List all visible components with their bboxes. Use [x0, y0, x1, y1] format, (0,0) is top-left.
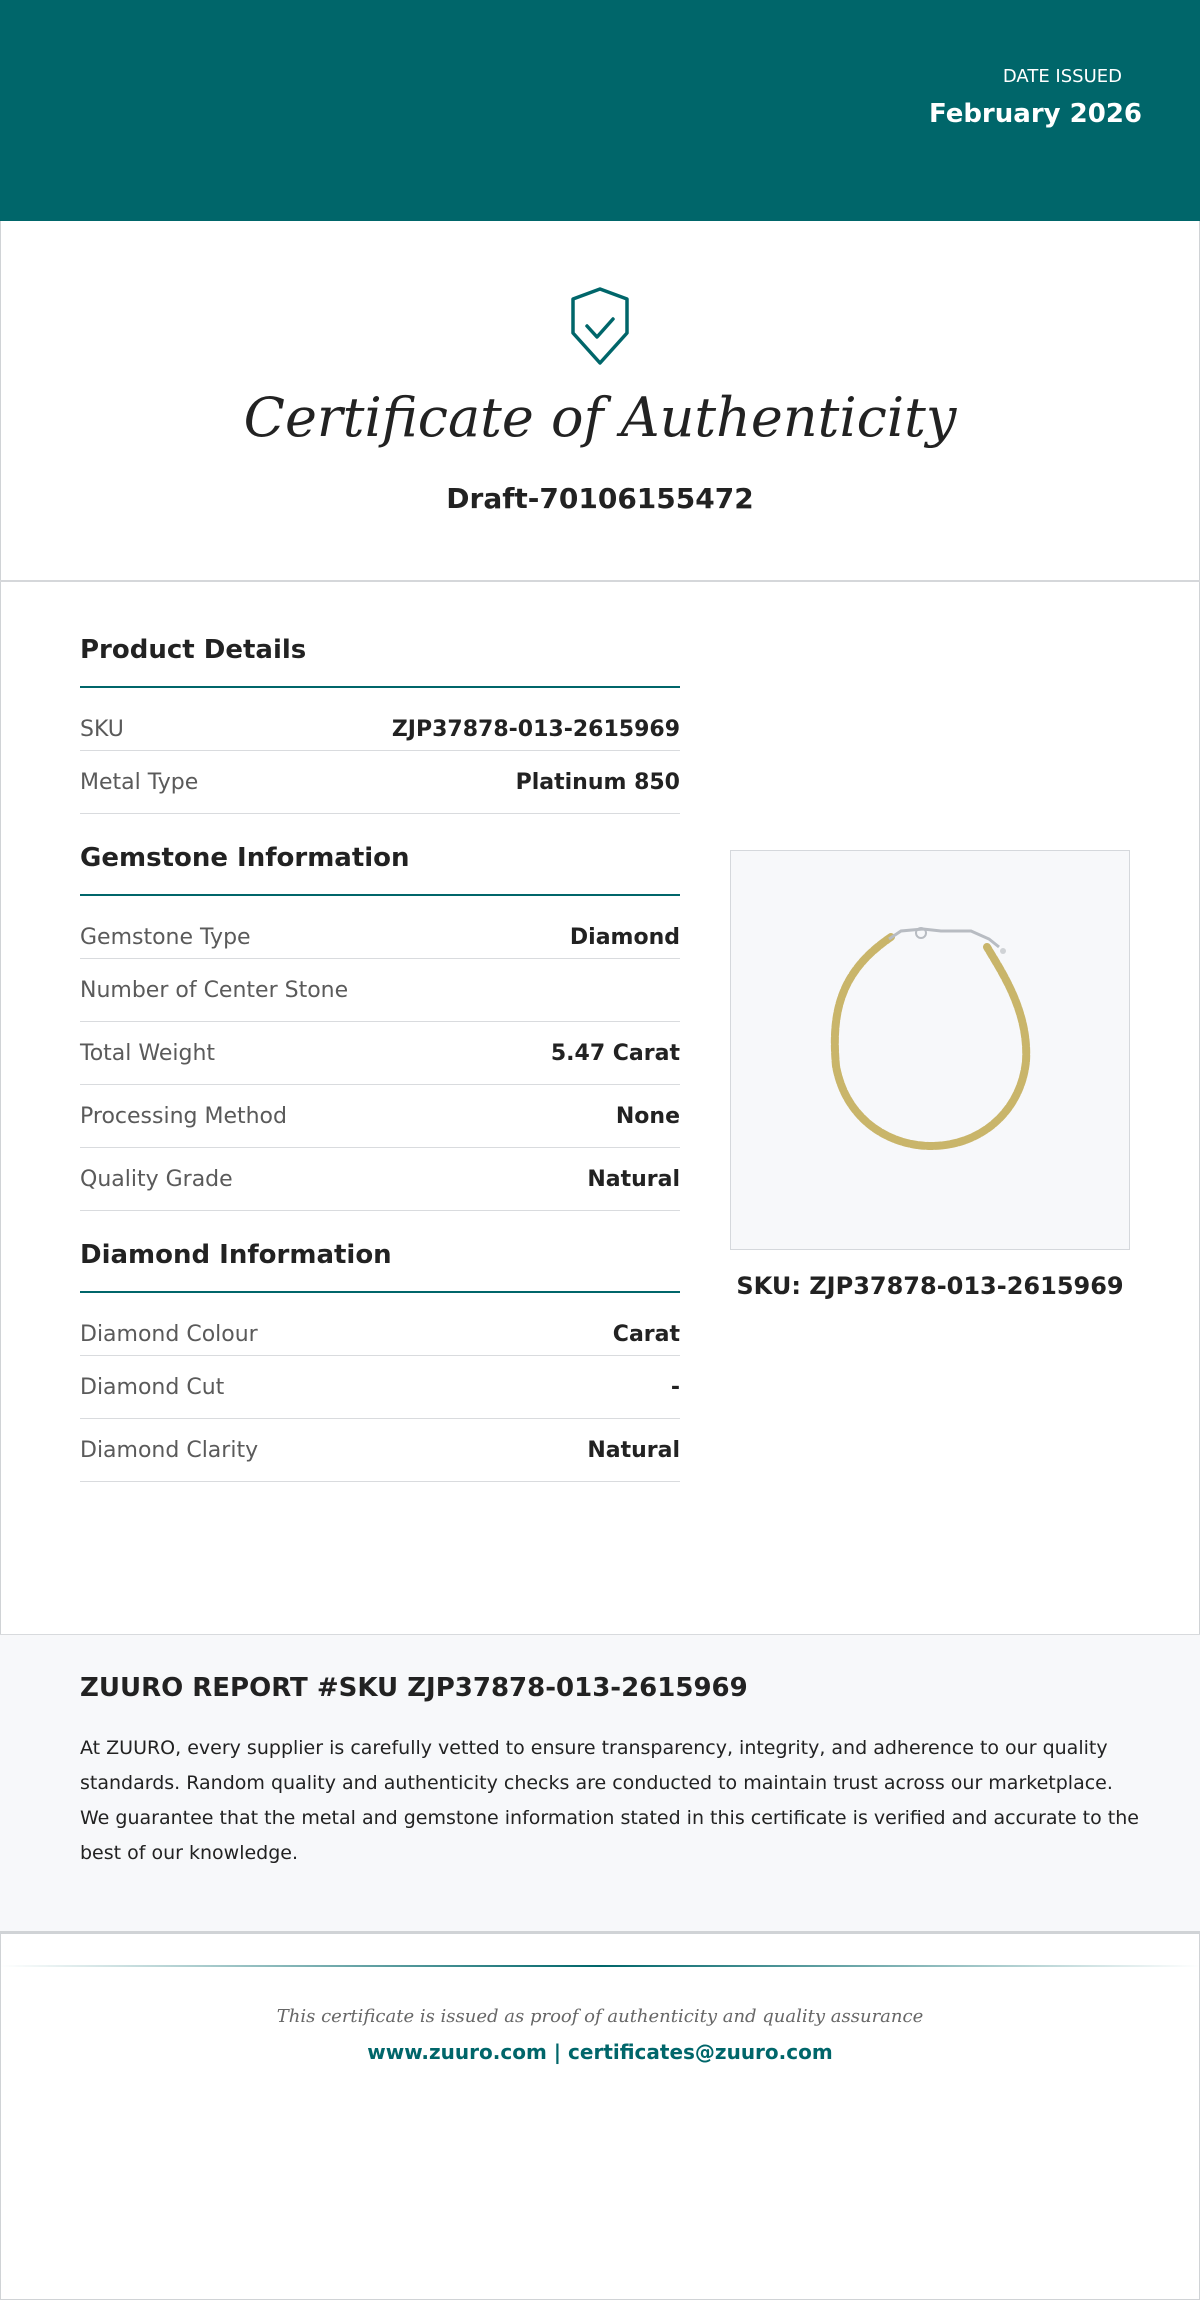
section-heading: Diamond Information: [80, 1211, 680, 1293]
row-label: Diamond Clarity: [80, 1437, 259, 1463]
row-label: Total Weight: [80, 1040, 216, 1066]
detail-row: [80, 751, 680, 814]
detail-row: [80, 1022, 680, 1085]
detail-row: [80, 688, 680, 751]
website-link[interactable]: www.zuuro.com: [367, 2040, 547, 2064]
row-label: Metal Type: [80, 769, 199, 795]
detail-row: [80, 896, 680, 959]
row-value: 5.47 Carat: [550, 1040, 680, 1066]
row-value: ZJP37878-013-2615969: [391, 716, 680, 742]
row-value: Natural: [587, 1437, 680, 1463]
report-heading: ZUURO REPORT #SKU ZJP37878-013-2615969: [80, 1673, 748, 1703]
row-label: SKU: [80, 716, 124, 742]
row-value: -: [670, 1374, 680, 1400]
certificate-title: Certificate of Authenticity: [243, 386, 957, 449]
bracelet-image: [731, 851, 1129, 1249]
detail-row: [80, 1148, 680, 1211]
report-section: [0, 1634, 1200, 1934]
header-banner: [0, 0, 1200, 221]
footer-note: This certificate is issued as proof of authenticity and quality assurance: [276, 2006, 924, 2027]
section-heading: Product Details: [80, 582, 680, 688]
email-link[interactable]: certificates@zuuro.com: [568, 2040, 833, 2064]
row-label: Processing Method: [80, 1103, 287, 1129]
section-heading: Gemstone Information: [80, 814, 680, 896]
row-value: Platinum 850: [515, 769, 680, 795]
certificate-id: Draft-70106155472: [446, 482, 754, 515]
row-label: Diamond Colour: [80, 1321, 258, 1347]
date-issued-value: February 2026: [928, 99, 1142, 129]
row-value: Natural: [587, 1166, 680, 1192]
detail-row: [80, 1356, 680, 1419]
detail-row: [80, 959, 680, 1022]
detail-row: [80, 1419, 680, 1482]
detail-row: [80, 1085, 680, 1148]
product-image: [730, 850, 1130, 1250]
row-value: Carat: [612, 1321, 680, 1347]
row-label: Diamond Cut: [80, 1374, 225, 1400]
detail-row: [80, 1293, 680, 1356]
details-column: [80, 582, 680, 1482]
product-image-caption: SKU: ZJP37878-013-2615969: [736, 1272, 1124, 1300]
row-value: Diamond: [569, 924, 680, 950]
footer-separator: |: [546, 2040, 569, 2064]
footer-contacts: [0, 2040, 1200, 2064]
row-label: Gemstone Type: [80, 924, 251, 950]
shield-check-icon: [565, 286, 635, 368]
row-value: None: [615, 1103, 680, 1129]
diamond-information-section: [80, 1211, 680, 1482]
report-body: At ZUURO, every supplier is carefully vetted to ensure transparency, integrity, and adherence to our quality standards. Random quality and authenticity checks are conducted to maintain trust across our marketplace. We guarantee that the metal and gemstone information stated in this certificate is verified and accurate to the best of our knowledge.: [80, 1737, 1139, 1864]
product-details-section: [80, 582, 680, 814]
date-issued-label: DATE ISSUED: [1002, 66, 1122, 87]
row-label: Number of Center Stone: [80, 977, 349, 1003]
footer-divider: [0, 1965, 1200, 1967]
row-label: Quality Grade: [80, 1166, 233, 1192]
gemstone-information-section: [80, 814, 680, 1211]
